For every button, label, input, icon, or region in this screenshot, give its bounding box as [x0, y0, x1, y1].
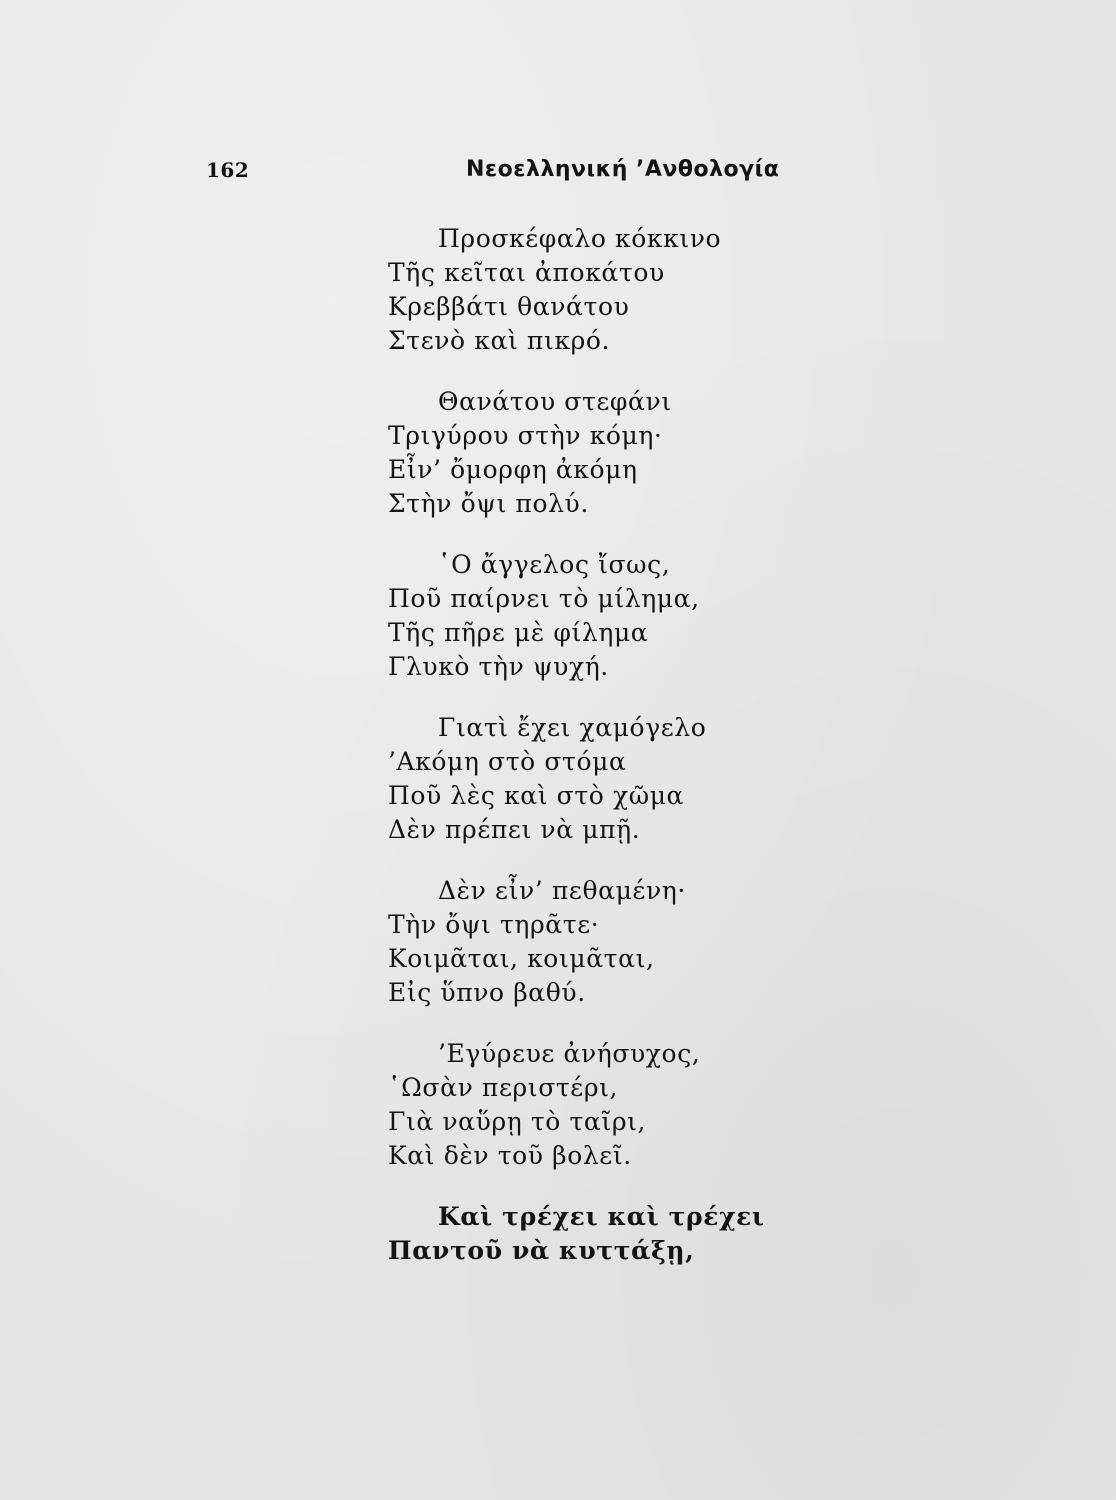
poem-line: Τῆς πῆρε μὲ φίλημα: [388, 618, 649, 647]
poem-line: Προσκέφαλο κόκκινο: [438, 224, 722, 253]
poem-line: Καὶ δὲν τοῦ βολεῖ.: [388, 1141, 632, 1170]
stanza: [388, 874, 908, 1010]
poem-line: Ποῦ παίρνει τὸ μίλημα,: [388, 584, 700, 613]
stanza: [388, 1037, 908, 1173]
poem-line: ῾Ο ἄγγελος ἴσως,: [438, 550, 671, 579]
poem-line: Θανάτου στεφάνι: [438, 387, 672, 416]
stanza: [388, 711, 908, 847]
page-number: 162: [206, 158, 250, 182]
poem-line: Παντοῦ νὰ κυττάξῃ,: [388, 1236, 695, 1265]
poem-line: ’Ακόμη στὸ στόμα: [388, 747, 627, 776]
poem-line: Τριγύρου στὴν κόμη·: [388, 421, 663, 450]
poem-line: Κοιμᾶται, κοιμᾶται,: [388, 944, 655, 973]
stanza: [388, 385, 908, 521]
poem-line: Τὴν ὄψι τηρᾶτε·: [388, 910, 600, 939]
stanza: [388, 222, 908, 358]
poem-line: Εἰς ὕπνο βαθύ.: [388, 978, 586, 1007]
poem-line: Γιατὶ ἔχει χαμόγελο: [438, 713, 707, 742]
poem-line: Κρεββάτι θανάτου: [388, 292, 630, 321]
poem-line: Τῆς κεῖται ἀποκάτου: [388, 258, 665, 287]
poem: [388, 222, 908, 1295]
stanza: [388, 1200, 908, 1268]
poem-line: Δὲν πρέπει νὰ μπῇ.: [388, 815, 641, 844]
stanza: [388, 548, 908, 684]
poem-line: Γλυκὸ τὴν ψυχή.: [388, 652, 609, 681]
poem-line: ’Εγύρευε ἀνήσυχος,: [438, 1039, 701, 1068]
poem-line: Δὲν εἶν’ πεθαμένη·: [438, 876, 686, 905]
poem-line: Εἶν’ ὄμορφη ἀκόμη: [388, 455, 638, 484]
poem-line: Καὶ τρέχει καὶ τρέχει: [438, 1202, 765, 1231]
poem-line: Ποῦ λὲς καὶ στὸ χῶμα: [388, 781, 685, 810]
running-title: Νεοελληνική ’Ανθολογία: [466, 157, 780, 182]
poem-line: Στὴν ὄψι πολύ.: [388, 489, 589, 518]
poem-line: ῾Ωσὰν περιστέρι,: [388, 1073, 619, 1102]
poem-line: Γιὰ ναὕρῃ τὸ ταῖρι,: [388, 1107, 647, 1136]
poem-line: Στενὸ καὶ πικρό.: [388, 326, 611, 355]
